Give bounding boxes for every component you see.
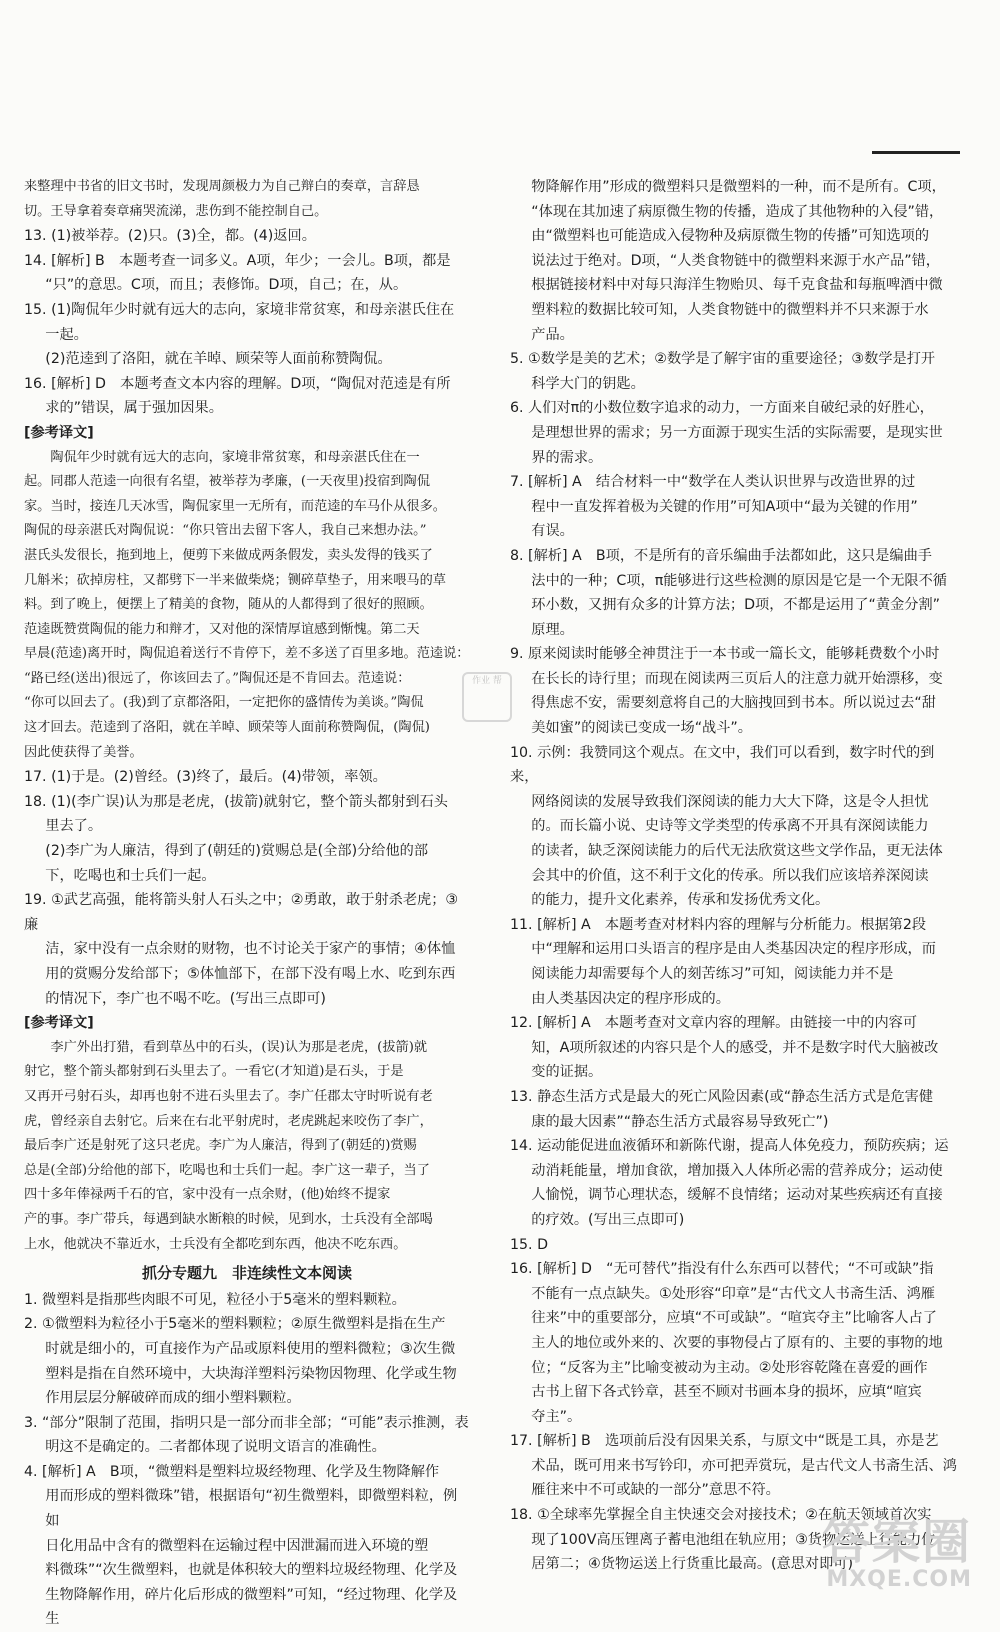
translation-line: 陶侃的母亲湛氏对陶侃说：“你只管出去留下客人，我自己来想办法。” bbox=[24, 523, 427, 539]
section-label-translation: [参考译文] bbox=[24, 1015, 94, 1032]
text-line: 在长长的诗行里；而现在阅读两三页后人的注意力就开始漂移，变 bbox=[531, 670, 943, 687]
text-line: 程中一直发挥着极为关键的作用”可知A项中“最为关键的作用” bbox=[531, 498, 918, 515]
translation-line: 又再开弓射石头，却再也射不进石头里去了。李广任郡太守时听说有老 bbox=[24, 1088, 433, 1104]
answer-5: 5. ①数学是美的艺术；②数学是了解宇宙的重要途径；③数学是打开 bbox=[510, 351, 936, 368]
text-line: (2)李广为人廉洁，得到了(朝廷的)赏赐总是(全部)分给他的部 bbox=[45, 843, 429, 860]
answer-2: 2. ①微塑料为粒径小于5毫米的塑料颗粒；②原生微塑料是指在生产 bbox=[24, 1316, 446, 1333]
translation-line: 因此使获得了美誉。 bbox=[24, 744, 143, 760]
translation-line: 产的事。李广带兵，每遇到缺水断粮的时候，见到水，士兵没有全部喝 bbox=[24, 1211, 433, 1227]
text-line: 用的赏赐分发给部下；⑤体恤部下，在部下没有喝上水、吃到东西 bbox=[45, 966, 456, 982]
text-line: 居第二；④货物运送上行货重比最高。(意思对即可) bbox=[531, 1556, 854, 1573]
translation-line: 这才回去。范逵到了洛阳，就在羊晫、顾荣等人面前称赞陶侃，(陶侃) bbox=[24, 720, 430, 736]
text-line: 由“微塑料也可能造成入侵物种及病原微生物的传播”可知选项的 bbox=[531, 228, 930, 245]
text-line: 科学大门的钥匙。 bbox=[531, 375, 645, 392]
answer-7: 7. [解析] A 结合材料一中“数学在人类认识世界与改造世界的过 bbox=[510, 474, 916, 491]
translation-line: 家。当时，接连几天冰雪，陶侃家里一无所有，而范逵的车马仆从很多。 bbox=[24, 498, 446, 514]
right-column bbox=[510, 175, 958, 1577]
stamp-text: 作业 帮 bbox=[472, 676, 502, 686]
text-line: 塑料粒的数据比较可知，人类食物链中的微塑料并不只来源于水 bbox=[531, 301, 929, 318]
text-line: 日化用品中含有的微塑料在运输过程中因泄漏而进入环境的塑 bbox=[45, 1537, 429, 1554]
text-line: 一起。 bbox=[45, 326, 88, 343]
text-line: 明这不是确定的。二者都体现了说明文语言的准确性。 bbox=[45, 1439, 386, 1456]
text-line: 动消耗能量，增加食欲，增加摄入人体所必需的营养成分；运动使 bbox=[531, 1162, 943, 1179]
translation-line: 四十多年俸禄两千石的官，家中没有一点余财，(他)始终不提家 bbox=[24, 1187, 391, 1203]
watermark bbox=[822, 1516, 972, 1592]
text-line: 阅读能力却需要每个人的刻苦练习”可知，阅读能力并不是 bbox=[531, 966, 894, 982]
text-line: 的能力，提升文化素养，传承和发扬优秀文化。 bbox=[531, 892, 830, 909]
text-line: 往来”中的重要部分，应填“不可或缺”。“喧宾夺主”比喻客人占了 bbox=[531, 1310, 937, 1327]
text-line: 得焦虑不安，需要刻意将自己的大脑拽回到书本。所以说过去“甜 bbox=[531, 695, 936, 712]
answer-18: 18. (1)(李广误)认为那是老虎，(拔箭)就射它，整个箭头都射到石头 bbox=[24, 793, 448, 810]
answer-17b: 17. [解析] B 选项前后没有因果关系，与原文中“既是工具，亦是艺 bbox=[510, 1433, 939, 1450]
text-line: 由人类基因决定的程序形成的。 bbox=[531, 990, 730, 1007]
text-line: 里去了。 bbox=[45, 818, 103, 835]
answer-13: 13. (1)被举荐。(2)只。(3)全，都。(4)返回。 bbox=[24, 228, 316, 245]
translation-line: “路已经(送出)很远了，你该回去了。”陶侃还是不肯回去。范逵说： bbox=[24, 670, 411, 686]
text-line: 主人的地位或外来的、次要的事物侵占了原有的、主要的事物的地 bbox=[531, 1334, 943, 1351]
answer-19: 19. ①武艺高强，能将箭头射人石头之中；②勇敢，敢于射杀老虎；③廉 bbox=[24, 892, 459, 933]
text-line: 的。而长篇小说、史诗等文学类型的传承离不开具有深阅读能力 bbox=[531, 818, 929, 835]
text-line: “只”的意思。C项，而且；表修饰。D项，自己；在，从。 bbox=[45, 277, 408, 294]
translation-line: 陶侃年少时就有远大的志向，家境非常贫寒，和母亲湛氏住在一 bbox=[50, 449, 420, 465]
text-line: 的读者，缺乏深阅读能力的后代无法欣赏这些文学作品，更无法体 bbox=[531, 843, 943, 860]
answer-3: 3. “部分”限制了范围，指明只是一部分而非全部；“可能”表示推测，表 bbox=[24, 1414, 469, 1431]
text-line: 古书上留下各式钤章，甚至不顾对书画本身的损坏，应填“喧宾 bbox=[531, 1384, 922, 1401]
text-line: 生物降解作用，碎片化后形成的微塑料”可知，“经过物理、化学及生 bbox=[45, 1586, 458, 1628]
text-line: 位；“反客为主”比喻变被动为主动。②处形容乾隆在喜爱的画作 bbox=[531, 1359, 928, 1376]
text-line: 现了100V高压锂离子蓄电池组在轨应用；③货物运送上行能力位 bbox=[531, 1531, 936, 1548]
text-line: 人愉悦，调节心理状态，缓解不良情绪；运动对某些疾病还有直接 bbox=[531, 1187, 943, 1204]
section-label-translation: [参考译文] bbox=[24, 424, 94, 441]
answer-9: 9. 原来阅读时能够全神贯注于一本书或一篇长文，能够耗费数个小时 bbox=[510, 646, 940, 663]
text-line: 界的需求。 bbox=[531, 449, 603, 466]
answer-10: 10. 示例：我赞同这个观点。在文中，我们可以看到，数字时代的到来， bbox=[510, 744, 935, 786]
left-column bbox=[24, 175, 470, 1632]
text-line: 产品。 bbox=[531, 326, 574, 343]
text-line: 的疗效。(写出三点即可) bbox=[531, 1211, 685, 1228]
translation-line: 射它，整个箭头都射到石头里去了。一看它(才知道)是石头，于是 bbox=[24, 1064, 404, 1080]
translation-line: 湛氏头发很长，拖到地上，便剪下来做成两条假发，卖头发得的钱买了 bbox=[24, 547, 433, 563]
answer-17: 17. (1)于是。(2)曾经。(3)终了，最后。(4)带领，率领。 bbox=[24, 769, 387, 786]
answer-16: 16. [解析] D 本题考查文本内容的理解。D项，“陶侃对范逵是有所 bbox=[24, 375, 451, 392]
answer-14b: 14. 运动能促进血液循环和新陈代谢，提高人体免疫力，预防疾病；运 bbox=[510, 1138, 949, 1155]
translation-line: 料。到了晚上，便摆上了精美的食物，随从的人都得到了很好的照顾。 bbox=[24, 597, 433, 613]
text-line: 有误。 bbox=[531, 523, 574, 540]
answer-15b: 15. D bbox=[510, 1236, 548, 1253]
text-line: 洁，家中没有一点余财的财物，也不讨论关于家产的事情；④体恤 bbox=[45, 941, 456, 958]
translation-line: 最后李广还是射死了这只老虎。李广为人廉洁，得到了(朝廷的)赏赐 bbox=[24, 1138, 417, 1154]
text-line: (2)范逵到了洛阳，就在羊晫、顾荣等人面前称赞陶侃。 bbox=[45, 351, 392, 368]
text-line: 会其中的价值，这不利于文化的传承。所以我们应该培养深阅读 bbox=[531, 867, 929, 884]
translation-line: 起。同郡人范逵一向很有名望，被举荐为孝廉，(一天夜里)投宿到陶侃 bbox=[24, 474, 430, 490]
text-line: 不能有一点点缺失。①处形容“印章”是“古代文人书斋生活、鸿雁 bbox=[531, 1285, 935, 1302]
text-line: 网络阅读的发展导致我们深阅读的能力大大下降，这是令人担忧 bbox=[531, 793, 929, 810]
text-line: 说法过于绝对。D项，“人类食物链中的微塑料来源于水产品”错， bbox=[531, 252, 940, 269]
translation-line: 总是(全部)分给他的部下，吃喝也和士兵们一起。李广这一辈子，当了 bbox=[24, 1162, 430, 1178]
watermark-url: MXQE.COM bbox=[826, 1567, 972, 1592]
answer-13b: 13. 静态生活方式是最大的死亡风险因素(或“静态生活方式是危害健 bbox=[510, 1088, 934, 1105]
text-line: 来整理中书省的旧文书时，发现周颜极力为自己辩白的奏章，言辞恳 bbox=[24, 179, 420, 194]
text-line: 雁往来中不可或缺的一部分”意思不符。 bbox=[531, 1482, 780, 1499]
text-line: 是理想世界的需求；另一方面源于现实生活的实际需要，是现实世 bbox=[531, 424, 943, 441]
text-line: 根据链接材料中对每只海洋生物贻贝、每千克食盐和每瓶啤酒中微 bbox=[531, 277, 943, 294]
answer-11: 11. [解析] A 本题考查对材料内容的理解与分析能力。根据第2段 bbox=[510, 916, 927, 933]
answer-14: 14. [解析] B 本题考查一词多义。A项，年少；一会儿。B项，都是 bbox=[24, 252, 451, 269]
answer-1: 1. 微塑料是指那些肉眼不可见，粒径小于5毫米的塑料颗粒。 bbox=[24, 1291, 406, 1308]
answer-12: 12. [解析] A 本题考查对文章内容的理解。由链接一中的内容可 bbox=[510, 1015, 918, 1032]
text-line: “体现在其加速了病原微生物的传播，造成了其他物种的入侵”错， bbox=[531, 203, 944, 220]
translation-line: 范逵既赞赏陶侃的能力和辩才，又对他的深情厚谊感到惭愧。第二天 bbox=[24, 621, 420, 637]
text-line: 下，吃喝也和士兵们一起。 bbox=[45, 867, 216, 884]
text-line: 环小数，又拥有众多的计算方法；D项，不都是运用了“黄金分割” bbox=[531, 597, 940, 614]
section-title: 抓分专题九 非连续性文本阅读 bbox=[141, 1264, 352, 1283]
text-line: 物降解作用”形成的微塑料只是微塑料的一种，而不是所有。C项， bbox=[531, 179, 946, 195]
text-line: 术品，既可用来书写钤印，亦可把弄赏玩，是古代文人书斋生活、鸿 bbox=[531, 1457, 957, 1474]
text-line: 夺主”。 bbox=[531, 1408, 582, 1425]
translation-line: “你可以回去了。(我)到了京都洛阳，一定把你的盛情传为美谈。”陶侃 bbox=[24, 695, 424, 711]
stamp-logo bbox=[462, 672, 512, 722]
header-rule bbox=[872, 151, 960, 154]
text-line: 康的最大因素”“静态生活方式最容易导致死亡”) bbox=[531, 1113, 829, 1130]
text-line: 知，A项所叙述的内容只是个人的感受，并不是数字时代大脑被改 bbox=[531, 1039, 939, 1056]
text-line: 用而形成的塑料微珠”错，根据语句“初生微塑料，即微塑料粒，例如 bbox=[45, 1488, 458, 1530]
text-line: 切。王导拿着奏章痛哭流涕，悲伤到不能控制自己。 bbox=[24, 203, 328, 219]
watermark-title: 答案圈 bbox=[821, 1514, 972, 1570]
answer-18b: 18. ①全球率先掌握全自主快速交会对接技术；②在航天领域首次实 bbox=[510, 1507, 932, 1524]
translation-line: 上水，他就决不靠近水，士兵没有全都吃到东西，他决不吃东西。 bbox=[24, 1236, 407, 1252]
translation-line: 李广外出打猎，看到草丛中的石头，(误)认为那是老虎，(拔箭)就 bbox=[50, 1039, 428, 1055]
text-line: 料微珠”“次生微塑料，也就是体积较大的塑料垃圾经物理、化学及 bbox=[45, 1562, 458, 1579]
translation-line: 虎，曾经亲自去射它。后来在右北平射虎时，老虎跳起来咬伤了李广， bbox=[24, 1113, 433, 1129]
text-line: 求的”错误，属于强加因果。 bbox=[45, 400, 223, 417]
answer-6: 6. 人们对π的小数位数字追求的动力，一方面来自破纪录的好胜心， bbox=[510, 400, 934, 417]
text-line: 作用层层分解破碎而成的细小塑料颗粒。 bbox=[45, 1390, 301, 1407]
answer-15: 15. (1)陶侃年少时就有远大的志向，家境非常贫寒，和母亲湛氏住在 bbox=[24, 301, 455, 318]
text-line: 时就是细小的，可直接作为产品或原料使用的塑料微粒；③次生微 bbox=[45, 1340, 456, 1357]
text-line: 美如蜜”的阅读已变成一场“战斗”。 bbox=[531, 720, 752, 737]
translation-line: 早晨(范逵)离开时，陶侃追着送行不肯停下，差不多送了百里多地。范逵说： bbox=[24, 646, 470, 662]
text-line: 法中的一种；C项，π能够进行这些检测的原因是它是一个无限不循 bbox=[531, 572, 947, 589]
text-line: 塑料是指在自然环境中，大块海洋塑料污染物因物理、化学或生物 bbox=[45, 1365, 457, 1382]
answer-16b: 16. [解析] D “无可替代”指没有什么东西可以替代；“不可或缺”指 bbox=[510, 1261, 934, 1278]
text-line: 的情况下，李广也不喝不吃。(写出三点即可) bbox=[45, 990, 326, 1007]
text-line: 原理。 bbox=[531, 621, 574, 638]
translation-line: 几斛米；砍掉房柱，又都劈下一半来做柴烧；铡碎草垫子，用来喂马的草 bbox=[24, 572, 446, 588]
text-line: 中“理解和运用口头语言的程序是由人类基因决定的程序形成，而 bbox=[531, 941, 936, 958]
answer-8: 8. [解析] A B项，不是所有的音乐编曲手法都如此，这只是编曲手 bbox=[510, 547, 932, 564]
text-line: 变的证据。 bbox=[531, 1064, 603, 1081]
answer-4: 4. [解析] A B项，“微塑料是塑料垃圾经物理、化学及生物降解作 bbox=[24, 1463, 440, 1480]
